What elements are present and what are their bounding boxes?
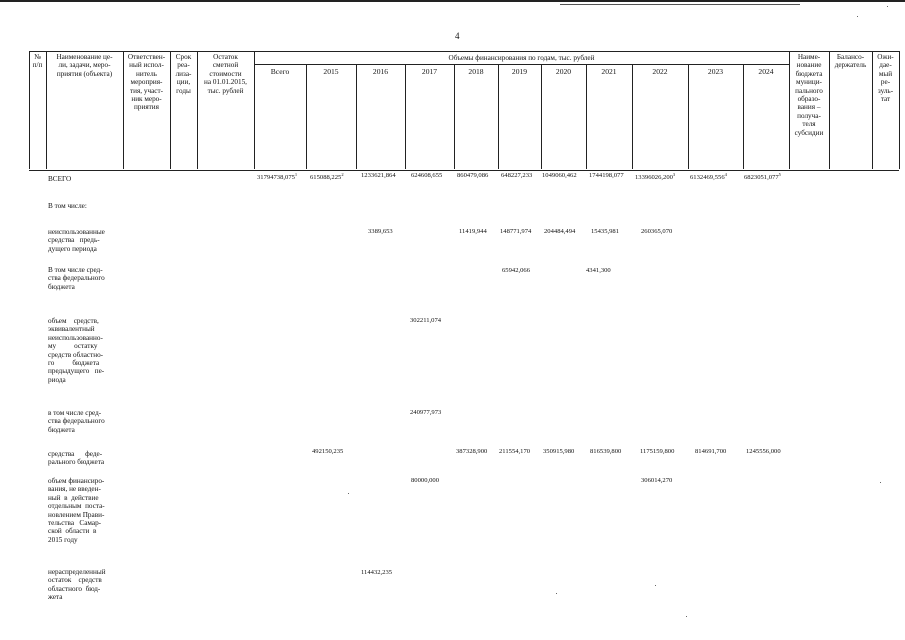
col-border — [632, 64, 633, 169]
cell-total: 31794738,075$^1$ — [257, 172, 298, 181]
header-year: 2017 — [421, 67, 438, 76]
header-year: 2019 — [511, 67, 528, 76]
cell-2017: 240977,973 — [410, 409, 442, 416]
cell-2022: 260365,070 — [641, 228, 673, 235]
cell-2017: 302211,074 — [410, 317, 442, 324]
cell-2021: 816539,800 — [590, 448, 622, 455]
row-border — [254, 64, 789, 65]
cell-2020: 350915,980 — [543, 448, 575, 455]
cell-2016: 3389,653 — [368, 228, 393, 235]
cell-2021: 1744198,077 — [589, 172, 624, 179]
scan-speck — [857, 16, 858, 17]
header-year: 2021 — [601, 67, 617, 76]
col-border — [688, 64, 689, 169]
header-year: 2024 — [758, 67, 774, 76]
row-label-including: В том числе: — [48, 202, 87, 210]
header-year: 2015 — [323, 67, 339, 76]
col-border — [586, 64, 587, 169]
scan-speck — [686, 616, 687, 617]
row-label-total: ВСЕГО — [48, 175, 72, 183]
row-label-federal-budget: средства феде- рального бюджета — [48, 450, 105, 467]
col-border — [899, 51, 900, 169]
row-label-federal-share-2: в том числе сред- ства федерального бюджета — [48, 409, 105, 434]
header-year: 2016 — [372, 67, 389, 76]
cell-2022: 306014,270 — [641, 477, 673, 484]
top-rule-secondary — [560, 4, 800, 5]
scan-speck — [887, 6, 888, 7]
cell-2015: 492150,235 — [312, 448, 344, 455]
page-number: 4 — [455, 31, 460, 41]
cell-2019: 648227,233 — [501, 172, 533, 179]
cell-2020: 1049060,462 — [542, 172, 577, 179]
cell-2021: 15435,981 — [591, 228, 620, 235]
col-border — [743, 64, 744, 169]
cell-2023: 814691,700 — [695, 448, 727, 455]
header-num: № п/п — [32, 53, 43, 70]
header-year: 2020 — [555, 67, 572, 76]
cell-2021: 4341,300 — [586, 267, 611, 274]
header-budget-name: Наиме- нование бюджета муници- пального образо- вания – получа- теля субсидии — [794, 53, 824, 137]
scan-speck — [556, 593, 557, 594]
header-year: 2023 — [707, 67, 724, 76]
cell-2016: 1233621,864 — [361, 172, 396, 179]
cell-2017: 80000,000 — [411, 477, 440, 484]
header-volumes: Объемы финансирования по годам, тыс. рублей — [448, 54, 595, 62]
scan-speck — [348, 493, 349, 494]
cell-2015: 615088,225$^2$ — [310, 172, 344, 181]
header-expected: Ожи- дае- мый ре- зуль- тат — [877, 53, 894, 104]
cell-2020: 204484,494 — [544, 228, 576, 235]
cell-2024: 1245556,000 — [746, 448, 781, 455]
cell-2018: 387328,900 — [456, 448, 488, 455]
header-term: Срок реа- лиза- ции, годы — [175, 53, 192, 95]
col-border — [356, 64, 357, 169]
col-border — [306, 64, 307, 169]
col-border — [405, 64, 406, 169]
row-label-unused-funds: неиспользованные средства предь- дущего периода — [48, 228, 105, 253]
header-total: Всего — [270, 67, 290, 76]
row-label-regional-equivalent: объем средств, эквивалентный неиспользованно- му остатку средств областно- го бюджета предыдущего пе- риода — [48, 317, 105, 384]
col-border — [454, 64, 455, 169]
header-name: Наименование це- ли, задачи, меро- приятия (объекта) — [56, 53, 113, 78]
top-rule — [0, 0, 905, 2]
cell-2022: 13396026,200$^3$ — [635, 172, 676, 181]
cell-2023: 6132469,556$^4$ — [690, 172, 727, 181]
cell-2024: 6823051,077$^5$ — [744, 172, 781, 181]
header-year: 2018 — [468, 67, 484, 76]
header-holder: Балансо- держатель — [834, 53, 867, 70]
col-border — [498, 64, 499, 169]
cell-2019: 211554,170 — [499, 448, 531, 455]
cell-2017: 624608,655 — [411, 172, 443, 179]
cell-2018: 860479,086 — [457, 172, 489, 179]
header-balance: Остаток сметной стоимости на 01.01.2015, тыс. рублей — [204, 53, 247, 95]
row-label-unallocated: нераспределенный остаток средств областного бюд- жета — [48, 568, 106, 602]
cell-2019: 148771,974 — [500, 228, 532, 235]
row-label-not-enacted: объем финансиро- вания, не введен- ный в действие отдельным поста- новлением Прави- тельства Самар- ской области в 2015 году — [48, 477, 105, 544]
cell-2018: 11419,944 — [459, 228, 487, 235]
row-label-federal-share: В том числе сред- ства федерального бюджета — [48, 266, 105, 291]
scan-speck — [655, 585, 656, 586]
header-year: 2022 — [652, 67, 668, 76]
col-border — [541, 64, 542, 169]
cell-2016: 114432,235 — [361, 569, 393, 576]
scan-speck — [880, 482, 881, 483]
cell-2022: 1175159,800 — [640, 448, 675, 455]
header-responsible: Ответствен- ный испол- нитель мероприя- тия, участ- ник меро- приятия — [127, 53, 166, 112]
cell-2019: 65942,066 — [502, 267, 531, 274]
